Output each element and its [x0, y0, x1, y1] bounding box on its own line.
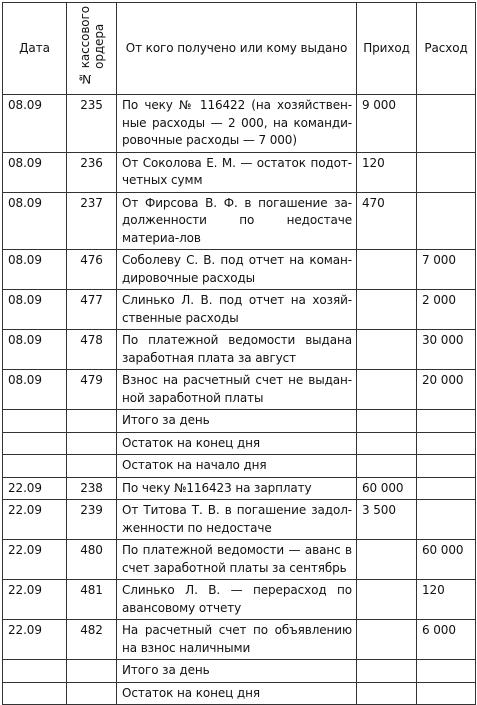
table-row	[3, 290, 476, 330]
row-income-cell	[357, 682, 417, 705]
income-column-header: Приход	[357, 3, 417, 95]
row-description-cell: По платежной ведомости выдана заработная плата за август	[117, 330, 357, 370]
row-income-cell	[357, 250, 417, 290]
row-description-cell: По чеку №116423 на зарплату	[117, 477, 357, 500]
row-description-cell: По чеку № 116422 (на хозяйствен-ные расходы — 2 000, на команди-ровочные расходы — 7 000)	[117, 95, 357, 153]
table-row	[3, 432, 476, 455]
row-date-cell	[3, 455, 67, 478]
row-income-cell	[357, 290, 417, 330]
row-expense-cell	[417, 660, 476, 683]
row-expense-cell	[417, 95, 476, 153]
row-order-number-cell: 239	[67, 500, 117, 540]
row-order-number-cell: 479	[67, 370, 117, 410]
row-description-cell: Остаток на конец дня	[117, 682, 357, 705]
row-income-cell	[357, 660, 417, 683]
table-row	[3, 330, 476, 370]
row-expense-cell: 2 000	[417, 290, 476, 330]
table-row	[3, 370, 476, 410]
description-column-header: От кого получено или кому выдано	[117, 3, 357, 95]
table-row	[3, 477, 476, 500]
row-description-cell: Слинько Л. В. — перерасход по авансовому отчету	[117, 580, 357, 620]
row-order-number-cell	[67, 455, 117, 478]
row-income-cell: 470	[357, 192, 417, 250]
row-expense-cell: 30 000	[417, 330, 476, 370]
row-date-cell: 08.09	[3, 95, 67, 153]
row-expense-cell	[417, 477, 476, 500]
table-row	[3, 660, 476, 683]
row-income-cell	[357, 432, 417, 455]
row-date-cell: 22.09	[3, 540, 67, 580]
row-income-cell	[357, 620, 417, 660]
row-order-number-cell: 235	[67, 95, 117, 153]
table-row	[3, 192, 476, 250]
row-description-cell: Слинько Л. В. под отчет на хозяй-ственные расходы	[117, 290, 357, 330]
row-income-cell	[357, 580, 417, 620]
table-row	[3, 540, 476, 580]
date-column-header: Дата	[3, 3, 67, 95]
row-expense-cell	[417, 410, 476, 433]
row-date-cell	[3, 660, 67, 683]
row-date-cell: 08.09	[3, 290, 67, 330]
row-income-cell: 3 500	[357, 500, 417, 540]
cash-ledger-table	[2, 2, 476, 705]
row-description-cell: Итого за день	[117, 410, 357, 433]
header-row	[3, 3, 476, 95]
row-income-cell	[357, 330, 417, 370]
row-income-cell	[357, 455, 417, 478]
row-description-cell: Итого за день	[117, 660, 357, 683]
row-expense-cell: 6 000	[417, 620, 476, 660]
row-order-number-cell: 476	[67, 250, 117, 290]
row-description-cell: От Фирсова В. Ф. в погашение за-долженности по недостаче материа-лов	[117, 192, 357, 250]
row-order-number-cell: 477	[67, 290, 117, 330]
row-expense-cell: 120	[417, 580, 476, 620]
row-income-cell	[357, 540, 417, 580]
table-row	[3, 682, 476, 705]
row-income-cell	[357, 370, 417, 410]
row-date-cell: 08.09	[3, 192, 67, 250]
row-description-cell: От Титова Т. В. в погашение задол-женности по недостаче	[117, 500, 357, 540]
table-row	[3, 500, 476, 540]
row-expense-cell	[417, 500, 476, 540]
table-row	[3, 410, 476, 433]
row-description-cell: По платежной ведомости — аванс в счет заработной платы за сентябрь	[117, 540, 357, 580]
row-date-cell: 22.09	[3, 500, 67, 540]
row-description-cell: Взнос на расчетный счет не выдан-ной заработной платы	[117, 370, 357, 410]
expense-column-header: Расход	[417, 3, 476, 95]
row-expense-cell	[417, 152, 476, 192]
order-number-header-label: № кассового ордера	[77, 5, 106, 86]
order-number-column-header	[67, 3, 117, 95]
row-order-number-cell: 478	[67, 330, 117, 370]
row-income-cell: 120	[357, 152, 417, 192]
table-row	[3, 250, 476, 290]
table-row	[3, 620, 476, 660]
row-date-cell	[3, 682, 67, 705]
row-date-cell: 08.09	[3, 330, 67, 370]
row-date-cell: 08.09	[3, 152, 67, 192]
row-date-cell: 22.09	[3, 620, 67, 660]
row-expense-cell: 20 000	[417, 370, 476, 410]
row-date-cell: 22.09	[3, 477, 67, 500]
row-description-cell: От Соколова Е. М. — остаток подот-четных сумм	[117, 152, 357, 192]
row-expense-cell	[417, 432, 476, 455]
row-expense-cell	[417, 455, 476, 478]
row-order-number-cell	[67, 432, 117, 455]
row-description-cell: Соболеву С. В. под отчет на коман-дировочные расходы	[117, 250, 357, 290]
row-income-cell	[357, 410, 417, 433]
row-order-number-cell: 236	[67, 152, 117, 192]
row-expense-cell	[417, 192, 476, 250]
row-date-cell	[3, 410, 67, 433]
row-income-cell: 60 000	[357, 477, 417, 500]
row-date-cell	[3, 432, 67, 455]
row-order-number-cell	[67, 682, 117, 705]
table-row	[3, 455, 476, 478]
table-row	[3, 580, 476, 620]
row-date-cell: 08.09	[3, 370, 67, 410]
row-description-cell: Остаток на начало дня	[117, 455, 357, 478]
row-order-number-cell	[67, 660, 117, 683]
row-order-number-cell: 480	[67, 540, 117, 580]
row-expense-cell: 7 000	[417, 250, 476, 290]
row-description-cell: На расчетный счет по объявлению на взнос наличными	[117, 620, 357, 660]
row-order-number-cell	[67, 410, 117, 433]
row-date-cell: 08.09	[3, 250, 67, 290]
row-order-number-cell: 482	[67, 620, 117, 660]
row-order-number-cell: 238	[67, 477, 117, 500]
ledger-body	[3, 95, 476, 705]
row-income-cell: 9 000	[357, 95, 417, 153]
row-expense-cell	[417, 682, 476, 705]
row-order-number-cell: 481	[67, 580, 117, 620]
row-expense-cell: 60 000	[417, 540, 476, 580]
row-date-cell: 22.09	[3, 580, 67, 620]
row-order-number-cell: 237	[67, 192, 117, 250]
row-description-cell: Остаток на конец дня	[117, 432, 357, 455]
table-row	[3, 152, 476, 192]
table-row	[3, 95, 476, 153]
